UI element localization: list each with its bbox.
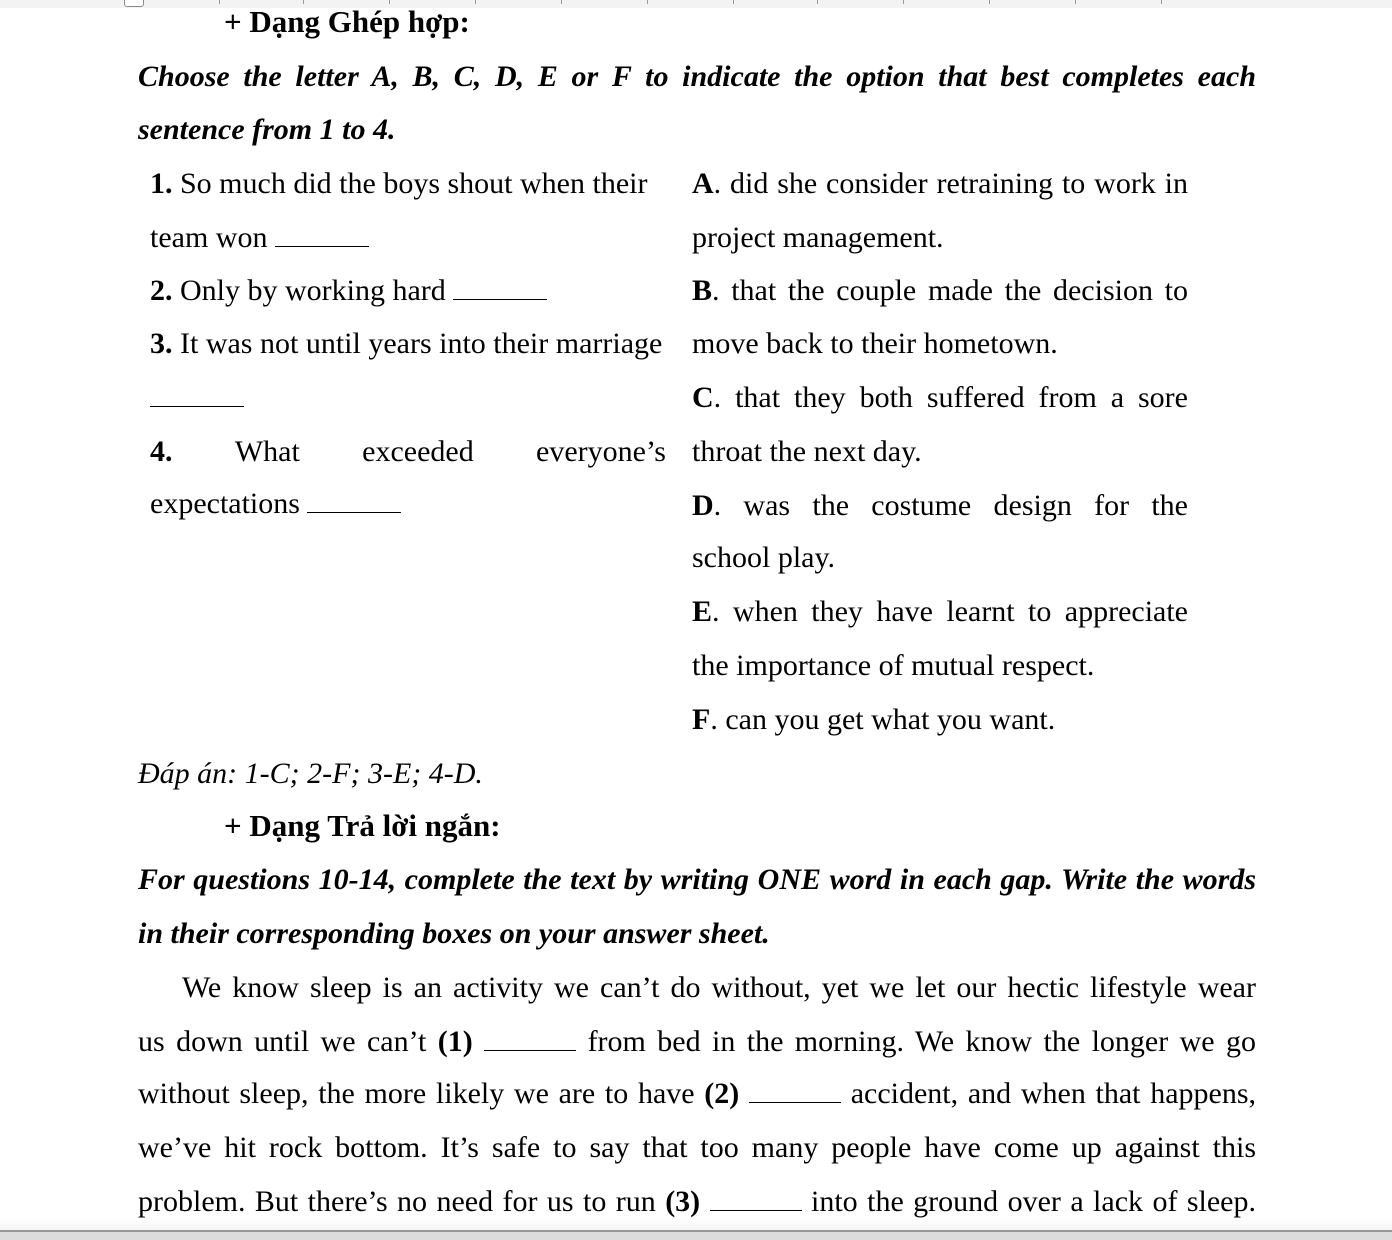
question-text: So much did the boys shout when their: [180, 167, 648, 200]
option-text: . was the costume design for the: [713, 489, 1188, 522]
option-c: [692, 380, 1188, 416]
option-text: . that the couple made the decision to: [712, 274, 1188, 307]
question-number: 4.: [150, 435, 173, 468]
question-text: expectations: [150, 487, 300, 520]
ruler-tick: [1075, 0, 1076, 4]
answer-key: Đáp án: 1-C; 2-F; 3-E; 4-D.: [138, 757, 483, 790]
option-letter: F: [692, 703, 711, 736]
document-page[interactable]: [0, 4, 1392, 1230]
ruler-tick: [989, 0, 990, 4]
option-c-cont: throat the next day.: [692, 435, 922, 468]
question-4: [150, 434, 666, 470]
page-bottom-shadow: [0, 1218, 1392, 1230]
passage-text: us down until we can’t: [138, 1025, 427, 1058]
question-number: 2.: [150, 274, 173, 307]
short-answer-instruction-line1: For questions 10-14, complete the text by writing ONE word in each gap. Write the words: [138, 863, 1256, 896]
horizontal-ruler: [0, 0, 1392, 8]
gap-number: (3): [665, 1185, 701, 1218]
question-1: [150, 166, 647, 202]
option-text: . did she consider retraining to work in: [713, 167, 1188, 200]
ruler-tick: [219, 0, 220, 4]
ruler-tick: [475, 0, 476, 4]
matching-instruction-line1: Choose the letter A, B, C, D, E or F to indicate the option that best completes each: [138, 60, 1256, 93]
question-text: team won: [150, 221, 268, 254]
option-b-cont: move back to their hometown.: [692, 327, 1058, 360]
option-d-cont: school play.: [692, 541, 836, 574]
passage-line-1: We know sleep is an activity we can’t do without, yet we let our hectic lifestyle wear: [182, 971, 1256, 1004]
passage-text: without sleep, the more likely we are to have: [138, 1077, 695, 1110]
ruler-tick: [647, 0, 648, 4]
answer-blank: [307, 486, 401, 513]
question-word: exceeded: [362, 435, 474, 468]
question-word: What: [234, 435, 300, 468]
option-a-cont: project management.: [692, 221, 944, 254]
option-b: [692, 273, 1188, 309]
matching-instruction-line2: sentence from 1 to 4.: [138, 113, 396, 146]
option-text: . that they both suffered from a sore: [713, 381, 1188, 414]
passage-text: from bed in the morning. We know the longer we go: [587, 1025, 1256, 1058]
option-a: [692, 166, 1188, 202]
passage-line-4: we’ve hit rock bottom. It’s safe to say that too many people have come up against this: [138, 1131, 1256, 1164]
option-letter: C: [692, 381, 714, 414]
option-letter: A: [692, 167, 714, 200]
ruler-tick: [733, 0, 734, 4]
status-bar: [0, 1230, 1392, 1240]
question-number: 1.: [150, 167, 173, 200]
option-d: [692, 488, 1188, 524]
passage-text: into the ground over a lack of sleep.: [811, 1185, 1256, 1218]
question-word: everyone’s: [536, 435, 666, 468]
ruler-tick: [903, 0, 904, 4]
option-text: . can you get what you want.: [710, 703, 1056, 736]
question-3: [150, 326, 662, 362]
passage-line-3: [138, 1076, 1256, 1112]
option-f: [692, 702, 1055, 738]
short-answer-instruction-line2: in their corresponding boxes on your answer sheet.: [138, 917, 770, 950]
answer-blank: [453, 273, 547, 300]
option-e: [692, 594, 1188, 630]
question-3-cont: [150, 380, 244, 416]
question-text: It was not until years into their marriage: [180, 327, 663, 360]
option-letter: E: [692, 595, 713, 628]
passage-text: accident, and when that happens,: [850, 1077, 1257, 1110]
question-2: [150, 273, 547, 309]
answer-blank: [150, 380, 244, 407]
indent-marker[interactable]: [124, 0, 144, 7]
passage-text: problem. But there’s no need for us to run: [138, 1185, 656, 1218]
ruler-tick: [561, 0, 562, 4]
ruler-tick: [817, 0, 818, 4]
question-text: Only by working hard: [180, 274, 446, 307]
passage-line-5: [138, 1184, 1256, 1220]
gap-number: (1): [437, 1025, 473, 1058]
answer-blank: [749, 1076, 841, 1103]
gap-number: (2): [704, 1077, 740, 1110]
section-heading-matching: + Dạng Ghép hợp:: [224, 4, 470, 39]
option-e-cont: the importance of mutual respect.: [692, 649, 1095, 682]
answer-blank: [275, 220, 369, 247]
passage-line-2: [138, 1024, 1256, 1060]
question-4-cont: [150, 486, 401, 522]
answer-blank: [484, 1024, 576, 1051]
answer-blank: [710, 1184, 802, 1211]
option-letter: D: [692, 489, 714, 522]
section-heading-short-answer: + Dạng Trả lời ngắn:: [224, 808, 501, 843]
question-number: 3.: [150, 327, 173, 360]
ruler-tick: [1161, 0, 1162, 4]
option-letter: B: [692, 274, 713, 307]
question-1-cont: [150, 220, 369, 256]
option-text: . when they have learnt to appreciate: [712, 595, 1188, 628]
